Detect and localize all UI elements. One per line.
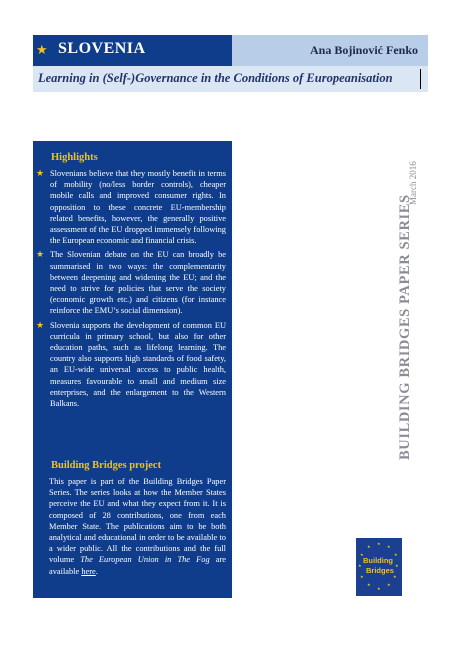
list-item	[33, 168, 232, 246]
highlight-text: Slovenians believe that they mostly benefit in terms of mobility (no/less border controls), cheaper mobile calls and improved consumer rights. In opposition to these concrete EU-membership related benefits, however, the generally positive assessment of the EU dropped immensely following the European economic and financial crisis.	[50, 169, 226, 246]
list-item	[33, 320, 232, 410]
series-text: BUILDING BRIDGES PAPER SERIES	[397, 194, 413, 460]
highlight-text: The Slovenian debate on the EU can broadly be summarised in two ways: the complementarity between deepening and widening the EU; and the need to strive for policies that serve the society (economic growth etc.) and citizens (for instance reinforce the EMU’s social dimension).	[50, 250, 226, 316]
volume-title: The European Union in The Fog	[80, 555, 210, 565]
date-label	[408, 145, 422, 205]
date-text: March 2016	[408, 161, 418, 205]
star-icon: ★	[36, 42, 48, 57]
highlights-list	[33, 168, 232, 412]
highlights-panel	[33, 141, 232, 598]
project-description	[49, 476, 226, 577]
logo-line2: Bridges	[366, 566, 394, 575]
country-title: SLOVENIA	[58, 40, 146, 57]
here-link[interactable]: here	[81, 566, 96, 576]
star-bullet-icon: ★	[36, 319, 45, 330]
star-bullet-icon: ★	[36, 249, 45, 260]
highlight-text: Slovenia supports the development of common EU curricula in primary school, but also for other education paths, such as lifelong learning. The country also supports high standards of food safety, an EU-wide universal access to public health, measures favourable to small and medium size enterprises, and the enlargement to the Western Balkans.	[50, 320, 226, 409]
paper-title: Learning in (Self-)Governance in the Conditions of Europeanisation	[38, 71, 393, 85]
project-text-end: .	[95, 566, 98, 576]
project-text: This paper is part of the Building Bridges Paper Series. The series looks at how the Member States perceive the EU and what they expect from it. It is composed of 28 contributions, one from each Member State. The publications aim to be both analytical and educational in order to be available to a wider public. All the contributions and the full volume	[49, 477, 226, 565]
author-name: Ana Bojinović Fenko	[309, 43, 418, 57]
logo-line1: Building	[363, 556, 393, 565]
project-heading: Building Bridges project	[51, 460, 162, 471]
project-text-after: are available	[49, 555, 226, 576]
star-bullet-icon: ★	[36, 168, 45, 178]
list-item	[33, 249, 232, 316]
highlights-heading: Highlights	[51, 152, 98, 163]
text-cursor	[420, 69, 421, 89]
building-bridges-logo: ★ ★ ★ ★ ★ ★ ★ ★ ★ ★ ★ ★ Building Bridges	[356, 538, 402, 596]
